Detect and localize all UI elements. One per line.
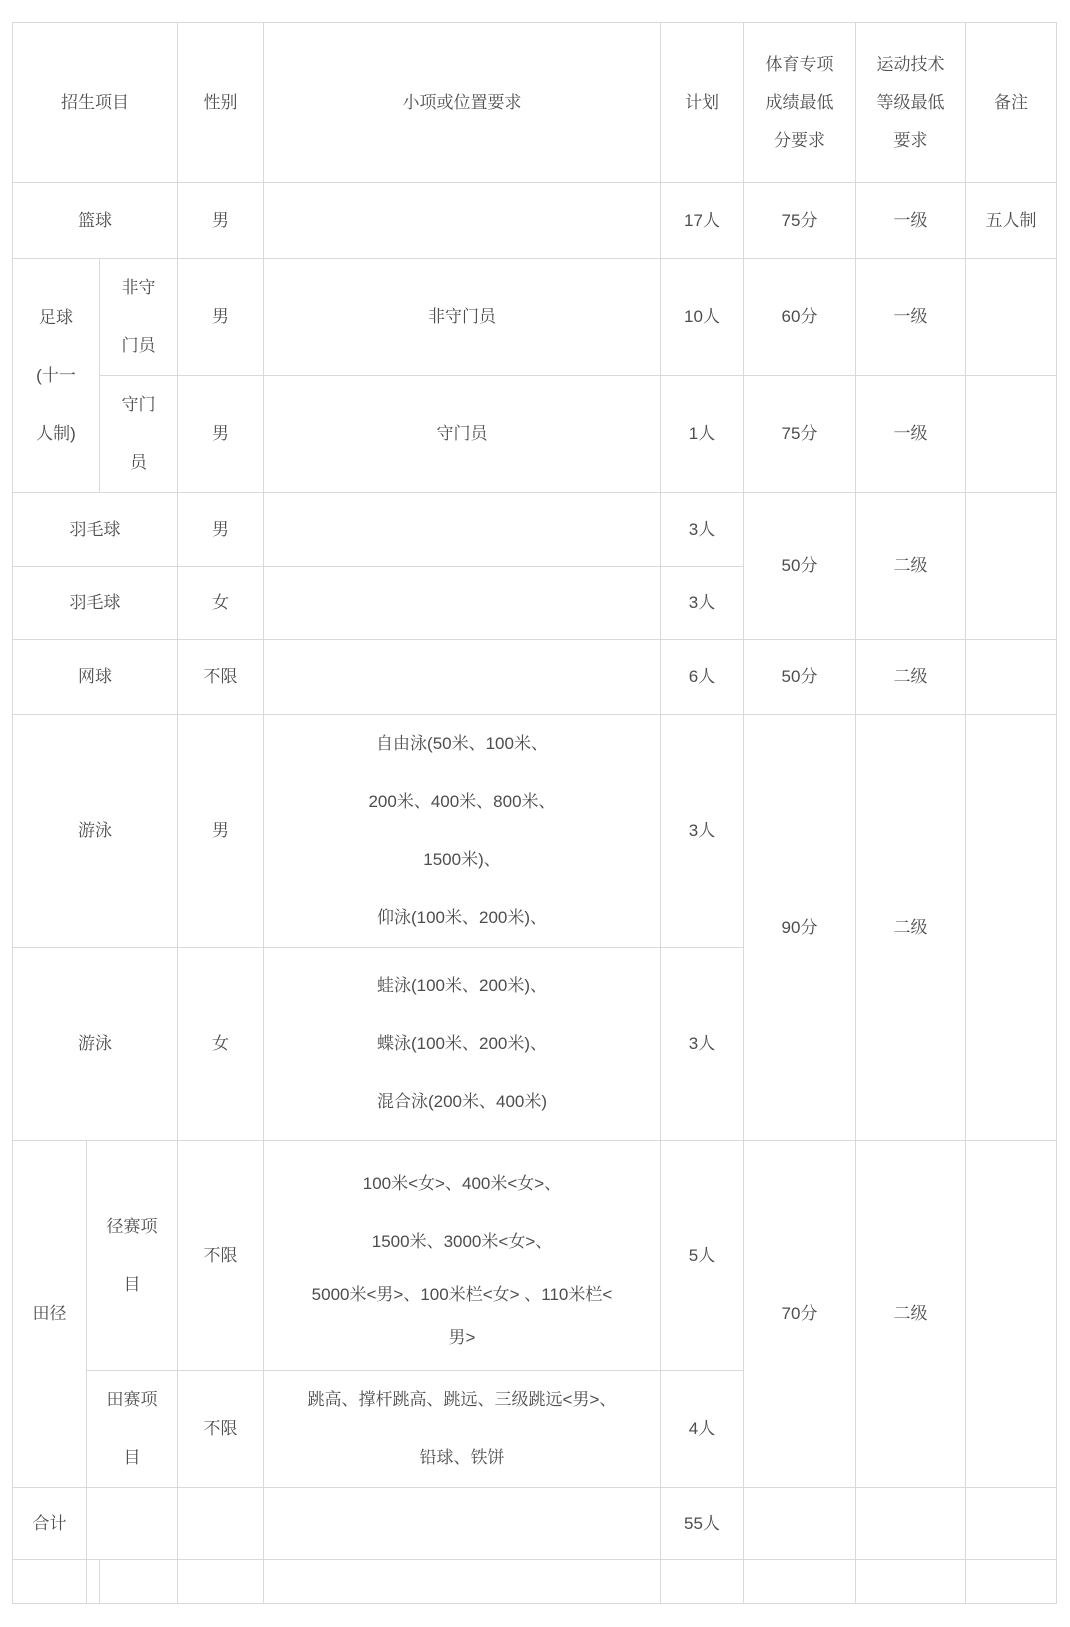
score-cell [744, 715, 856, 1141]
event-cell [264, 567, 661, 640]
grade-cell [856, 1488, 966, 1560]
empty-cell [13, 1560, 87, 1604]
cell-text-line: 非守 [121, 278, 156, 297]
gender-cell [178, 948, 264, 1141]
event-cell [264, 1371, 661, 1488]
plan-cell [661, 640, 744, 715]
score-cell [744, 640, 856, 715]
plan-cell [661, 567, 744, 640]
cell-text-line: 蛙泳(100米、200米)、 [376, 976, 548, 995]
remarks-cell [966, 715, 1057, 1141]
cell-text-line: 计划 [685, 92, 719, 112]
recruitment-table-body [13, 23, 1057, 1604]
score-cell [744, 1141, 856, 1488]
remarks-cell [966, 640, 1057, 715]
row-basketball [13, 183, 1057, 259]
cell-text-line: 田赛项 [106, 1390, 158, 1409]
cell-text-line: 1500米)、 [423, 850, 501, 869]
cell-text-line: 自由泳(50米、100米、 [376, 734, 548, 753]
cell-text-line: 游泳 [78, 821, 112, 840]
remarks-cell [966, 493, 1057, 640]
cell-text-line: 男 [212, 307, 229, 326]
cell-text-line: 性别 [203, 92, 238, 112]
cell-text-line: 二级 [893, 1304, 928, 1323]
cell-text-line: 羽毛球 [69, 593, 121, 612]
cell-text-line: 守门 [121, 395, 156, 414]
remarks-cell [966, 259, 1057, 376]
empty-cell [100, 1560, 178, 1604]
plan-cell [661, 1488, 744, 1560]
cell-text-line: 成绩最低 [765, 92, 834, 112]
event-cell [264, 715, 661, 948]
cell-text-line: 足球 [39, 307, 73, 327]
cell-text-line: 员 [130, 453, 147, 472]
cell-text-line: 3人 [688, 821, 716, 840]
cell-text-line: 1500米、3000米<女>、 [371, 1231, 553, 1251]
cell-text-line: 3人 [688, 1034, 716, 1053]
cell-text-line: 17人 [684, 210, 720, 230]
grade-cell [856, 183, 966, 259]
cell-text-line: 人制) [36, 423, 76, 443]
empty-cell [87, 1560, 100, 1604]
sub-program-cell [100, 376, 178, 493]
cell-text-line: 小项或位置要求 [402, 92, 522, 112]
cell-text-line: 体育专项 [765, 54, 834, 74]
cell-text-line: 合计 [32, 1513, 67, 1533]
cell-text-line: 网球 [78, 667, 112, 686]
cell-text-line: 男> [448, 1327, 476, 1347]
score-cell [744, 183, 856, 259]
score-cell [744, 259, 856, 376]
cell-text-line: 55人 [684, 1513, 720, 1533]
cell-text-line: 篮球 [78, 210, 112, 230]
row-football-outfield [13, 259, 1057, 376]
grade-cell [856, 640, 966, 715]
cell-text-line: 一级 [893, 424, 928, 443]
cell-text-line: 女 [212, 1034, 229, 1053]
program-cell [13, 948, 178, 1141]
event-cell [264, 1141, 661, 1371]
cell-text-line: 不限 [203, 667, 238, 686]
cell-text-line: 铅球、铁饼 [419, 1448, 505, 1467]
col-header-gender [178, 23, 264, 183]
gender-cell [178, 567, 264, 640]
event-cell [264, 640, 661, 715]
plan-cell [661, 183, 744, 259]
cell-text-line: 3人 [688, 593, 716, 612]
cell-text-line: 50分 [781, 667, 818, 686]
grade-cell [856, 259, 966, 376]
program-cell [13, 259, 100, 493]
gender-cell [178, 640, 264, 715]
program-cell [13, 1141, 87, 1488]
cell-text-line: 女 [212, 593, 229, 612]
empty-cell [856, 1560, 966, 1604]
row-tennis [13, 640, 1057, 715]
gender-cell [178, 1141, 264, 1371]
cell-text-line: 备注 [994, 92, 1028, 112]
cell-text-line: 不限 [203, 1419, 238, 1438]
grade-cell [856, 1141, 966, 1488]
cell-text-line: 100米<女>、400米<女>、 [362, 1173, 562, 1193]
remarks-cell [966, 183, 1057, 259]
col-header-remarks [966, 23, 1057, 183]
cell-text-line: 守门员 [436, 424, 488, 443]
plan-cell [661, 493, 744, 567]
plan-cell [661, 1371, 744, 1488]
event-cell [264, 376, 661, 493]
event-cell [264, 259, 661, 376]
cell-text-line: 5000米<男>、100米栏<女> 、110米栏< [311, 1284, 613, 1304]
cell-text-line: 3人 [688, 519, 716, 539]
gender-cell [178, 183, 264, 259]
cell-text-line: 60分 [781, 307, 818, 326]
cell-text-line: 1人 [688, 424, 716, 443]
cell-text-line: 男 [212, 424, 229, 443]
row-athletics-track [13, 1141, 1057, 1371]
program-cell [13, 640, 178, 715]
cell-text-line: 二级 [893, 667, 928, 686]
cell-text-line: 二级 [893, 917, 928, 937]
plan-cell [661, 1141, 744, 1371]
score-cell [744, 1488, 856, 1560]
event-cell [264, 948, 661, 1141]
row-empty [13, 1560, 1057, 1604]
cell-text-line: (十一 [36, 365, 76, 385]
score-cell [744, 376, 856, 493]
empty-cell [966, 1560, 1057, 1604]
sub-program-cell [100, 259, 178, 376]
cell-text-line: 田径 [32, 1304, 67, 1323]
cell-text-line: 不限 [203, 1245, 238, 1265]
cell-text-line: 4人 [688, 1419, 716, 1438]
row-football-goalkeeper [13, 376, 1057, 493]
program-cell [87, 1488, 178, 1560]
cell-text-line: 70分 [781, 1304, 818, 1323]
cell-text-line: 羽毛球 [69, 519, 121, 539]
cell-text-line: 蝶泳(100米、200米)、 [376, 1034, 548, 1053]
cell-text-line: 75分 [781, 424, 818, 443]
cell-text-line: 目 [123, 1448, 141, 1467]
cell-text-line: 分要求 [774, 130, 825, 150]
cell-text-line: 运动技术 [876, 54, 945, 74]
sub-program-cell [87, 1371, 178, 1488]
gender-cell [178, 715, 264, 948]
row-badminton-male [13, 493, 1057, 567]
empty-cell [661, 1560, 744, 1604]
plan-cell [661, 376, 744, 493]
col-header-plan [661, 23, 744, 183]
cell-text-line: 目 [123, 1274, 141, 1294]
cell-text-line: 男 [212, 519, 229, 539]
program-cell [13, 493, 178, 567]
sports-recruitment-table [12, 22, 1057, 1604]
cell-text-line: 10人 [684, 307, 720, 326]
total-label-cell [13, 1488, 87, 1560]
remarks-cell [966, 1141, 1057, 1488]
plan-cell [661, 948, 744, 1141]
program-cell [13, 567, 178, 640]
cell-text-line: 要求 [893, 130, 928, 150]
cell-text-line: 跳高、撑杆跳高、跳远、三级跳远<男>、 [307, 1390, 617, 1409]
event-cell [264, 183, 661, 259]
cell-text-line: 门员 [121, 336, 156, 355]
cell-text-line: 5人 [688, 1245, 716, 1265]
empty-cell [178, 1560, 264, 1604]
cell-text-line: 50分 [781, 556, 818, 575]
cell-text-line: 招生项目 [61, 92, 129, 112]
grade-cell [856, 376, 966, 493]
cell-text-line: 五人制 [985, 210, 1037, 230]
event-cell [264, 1488, 661, 1560]
col-header-min-sport-score [744, 23, 856, 183]
remarks-cell [966, 376, 1057, 493]
col-header-program [13, 23, 178, 183]
cell-text-line: 一级 [893, 210, 928, 230]
plan-cell [661, 259, 744, 376]
cell-text-line: 等级最低 [876, 92, 945, 112]
plan-cell [661, 715, 744, 948]
row-swimming-male [13, 715, 1057, 948]
event-cell [264, 493, 661, 567]
col-header-event-or-position [264, 23, 661, 183]
gender-cell [178, 493, 264, 567]
empty-cell [264, 1560, 661, 1604]
cell-text-line: 二级 [893, 556, 928, 575]
program-cell [13, 715, 178, 948]
cell-text-line: 男 [212, 821, 229, 840]
cell-text-line: 仰泳(100米、200米)、 [376, 908, 548, 927]
cell-text-line: 非守门员 [428, 307, 496, 326]
score-cell [744, 493, 856, 640]
cell-text-line: 200米、400米、800米、 [368, 792, 556, 811]
cell-text-line: 混合泳(200米、400米) [376, 1092, 548, 1111]
grade-cell [856, 715, 966, 1141]
cell-text-line: 75分 [781, 210, 818, 230]
gender-cell [178, 259, 264, 376]
row-total [13, 1488, 1057, 1560]
sub-program-cell [87, 1141, 178, 1371]
cell-text-line: 游泳 [78, 1034, 112, 1053]
cell-text-line: 6人 [688, 667, 716, 686]
gender-cell [178, 1488, 264, 1560]
header-row [13, 23, 1057, 183]
empty-cell [744, 1560, 856, 1604]
cell-text-line: 一级 [893, 307, 928, 326]
remarks-cell [966, 1488, 1057, 1560]
cell-text-line: 径赛项 [106, 1216, 158, 1236]
grade-cell [856, 493, 966, 640]
cell-text-line: 90分 [781, 917, 818, 937]
program-cell [13, 183, 178, 259]
gender-cell [178, 1371, 264, 1488]
cell-text-line: 男 [212, 210, 229, 230]
col-header-min-tech-grade [856, 23, 966, 183]
gender-cell [178, 376, 264, 493]
